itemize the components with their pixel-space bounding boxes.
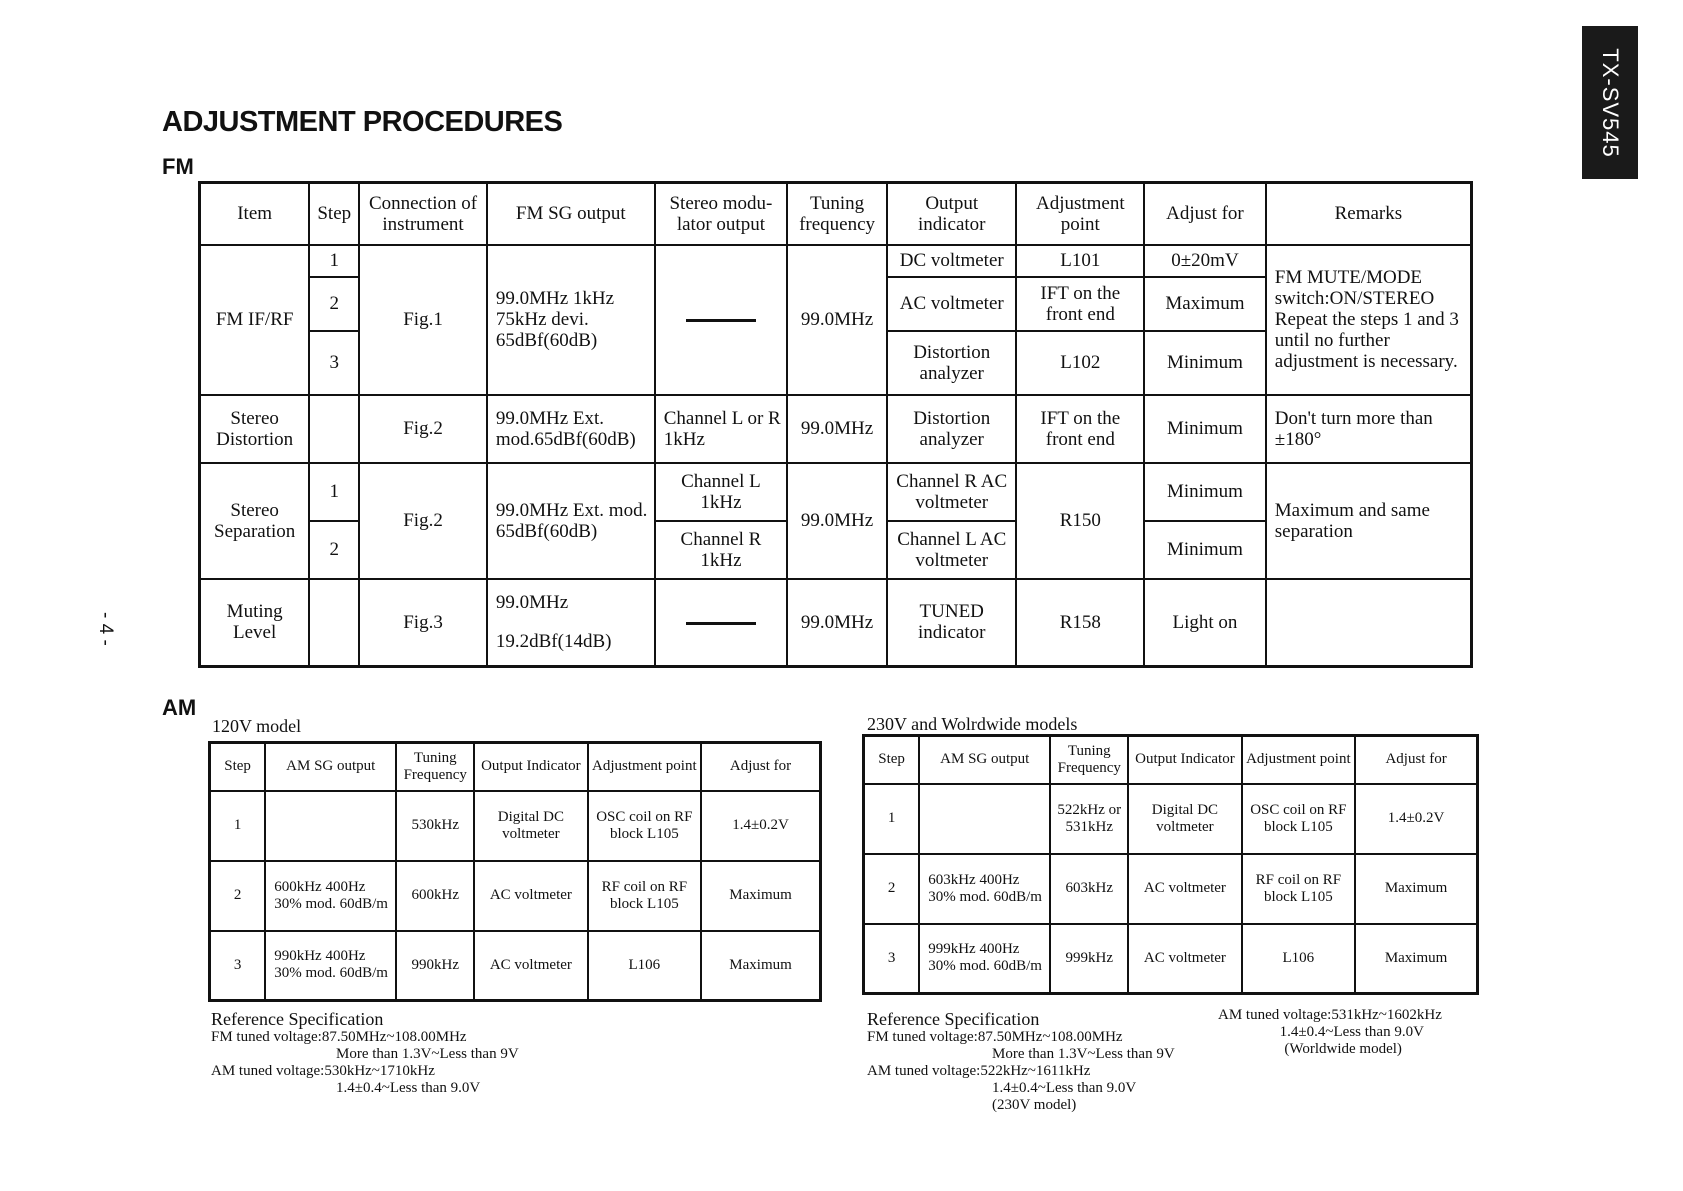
tuning-cell: 99.0MHz xyxy=(787,245,887,395)
am-120v-table xyxy=(208,741,822,1002)
adjust-cell: Minimum xyxy=(1144,395,1266,463)
table-row xyxy=(864,854,1478,924)
am-tuned-voltage: AM tuned voltage:522kHz~1611kHz xyxy=(867,1063,1091,1079)
point-cell: IFT on the front end xyxy=(1016,277,1144,331)
table-row xyxy=(200,579,1472,667)
sg-output-cell: 99.0MHz 1kHz 75kHz devi. 65dBf(60dB) xyxy=(487,245,655,395)
am-120v-caption: 120V model xyxy=(212,716,302,736)
step-cell: 1 xyxy=(309,463,359,521)
table-row xyxy=(864,924,1478,994)
step-cell: 2 xyxy=(309,277,359,331)
adjust-cell: 1.4±0.2V xyxy=(1355,784,1477,854)
column-header: FM SG output xyxy=(487,183,655,245)
sg-output-line: 19.2dBf(14dB) xyxy=(495,631,612,653)
step-cell xyxy=(309,579,359,667)
indicator-cell: Channel L AC voltmeter xyxy=(887,521,1017,579)
adjust-cell: Maximum xyxy=(1355,924,1477,994)
column-header: Stereo modu- lator output xyxy=(655,183,787,245)
adjust-cell: Maximum xyxy=(701,861,820,931)
point-cell: RF coil on RF block L105 xyxy=(588,861,702,931)
step-cell: 1 xyxy=(309,245,359,277)
indicator-cell: AC voltmeter xyxy=(887,277,1017,331)
column-header: Tuning Frequency xyxy=(1050,736,1128,784)
am-tuned-voltage: AM tuned voltage:530kHz~1710kHz xyxy=(211,1063,435,1079)
am-230v-table xyxy=(862,734,1479,995)
column-header: Adjustment point xyxy=(588,743,702,791)
reference-spec-worldwide xyxy=(1218,1007,1442,1058)
page-title: ADJUSTMENT PROCEDURES xyxy=(162,106,563,138)
indicator-cell: TUNED indicator xyxy=(887,579,1017,667)
sg-output-cell: 600kHz 400Hz 30% mod. 60dB/m xyxy=(265,861,396,931)
column-header: Adjust for xyxy=(701,743,820,791)
modulator-cell: Channel R 1kHz xyxy=(655,521,787,579)
item-cell: Muting Level xyxy=(200,579,310,667)
modulator-cell xyxy=(655,579,787,667)
indicator-cell: AC voltmeter xyxy=(1128,854,1241,924)
remarks-cell xyxy=(1266,579,1472,667)
remarks-cell: Maximum and same separation xyxy=(1266,463,1472,579)
indicator-cell: Digital DC voltmeter xyxy=(474,791,587,861)
tuning-cell: 603kHz xyxy=(1050,854,1128,924)
tuning-cell: 99.0MHz xyxy=(787,579,887,667)
sg-output-cell: 990kHz 400Hz 30% mod. 60dB/m xyxy=(265,931,396,1001)
indicator-cell: AC voltmeter xyxy=(1128,924,1241,994)
column-header: AM SG output xyxy=(919,736,1050,784)
reference-spec-title: Reference Specification xyxy=(867,1009,1040,1029)
dash-mark xyxy=(686,622,756,625)
tuning-cell: 99.0MHz xyxy=(787,463,887,579)
fm-adjustment-table xyxy=(198,181,1473,668)
column-header: Tuning frequency xyxy=(787,183,887,245)
am-tuned-voltage-range: 1.4±0.4~Less than 9.0V xyxy=(992,1080,1137,1096)
step-cell: 2 xyxy=(309,521,359,579)
model-label: TX-SV545 xyxy=(1598,47,1623,158)
indicator-cell: AC voltmeter xyxy=(474,861,587,931)
sg-output-cell: 603kHz 400Hz 30% mod. 60dB/m xyxy=(919,854,1050,924)
step-cell: 3 xyxy=(864,924,920,994)
column-header: Output indicator xyxy=(887,183,1017,245)
column-header: Output Indicator xyxy=(1128,736,1241,784)
indicator-cell: AC voltmeter xyxy=(474,931,587,1001)
point-cell: OSC coil on RF block L105 xyxy=(1242,784,1356,854)
table-row xyxy=(864,784,1478,854)
item-cell: Stereo Distortion xyxy=(200,395,310,463)
column-header: Tuning Frequency xyxy=(396,743,474,791)
point-cell: L106 xyxy=(1242,924,1356,994)
point-cell: L101 xyxy=(1016,245,1144,277)
step-cell: 1 xyxy=(864,784,920,854)
tuning-cell: 99.0MHz xyxy=(787,395,887,463)
adjust-cell: Maximum xyxy=(701,931,820,1001)
column-header: Remarks xyxy=(1266,183,1472,245)
reference-spec-title: Reference Specification xyxy=(211,1009,384,1029)
column-header: Item xyxy=(200,183,310,245)
connection-cell: Fig.1 xyxy=(359,245,487,395)
tuning-cell: 530kHz xyxy=(396,791,474,861)
point-cell: RF coil on RF block L105 xyxy=(1242,854,1356,924)
adjust-cell: 0±20mV xyxy=(1144,245,1266,277)
am-header-row xyxy=(864,736,1478,784)
adjust-cell: Maximum xyxy=(1144,277,1266,331)
sg-output-cell xyxy=(487,579,655,667)
model-note: (Worldwide model) xyxy=(1284,1041,1402,1057)
column-header: Step xyxy=(864,736,920,784)
indicator-cell: Digital DC voltmeter xyxy=(1128,784,1241,854)
am-tuned-voltage: AM tuned voltage:531kHz~1602kHz xyxy=(1218,1007,1442,1023)
column-header: Step xyxy=(210,743,266,791)
connection-cell: Fig.2 xyxy=(359,463,487,579)
reference-spec-120v xyxy=(211,1009,519,1097)
table-row xyxy=(210,931,821,1001)
point-cell: L106 xyxy=(588,931,702,1001)
tuning-cell: 990kHz xyxy=(396,931,474,1001)
adjust-cell: Maximum xyxy=(1355,854,1477,924)
adjust-cell: Minimum xyxy=(1144,331,1266,395)
modulator-cell: Channel L or R 1kHz xyxy=(655,395,787,463)
table-row xyxy=(200,395,1472,463)
item-cell: FM IF/RF xyxy=(200,245,310,395)
am-tuned-voltage-range: 1.4±0.4~Less than 9.0V xyxy=(336,1080,481,1096)
sg-output-cell xyxy=(265,791,396,861)
fm-heading: FM xyxy=(162,154,194,179)
reference-spec-230v xyxy=(867,1009,1175,1114)
sg-output-cell: 99.0MHz Ext. mod.65dBf(60dB) xyxy=(487,395,655,463)
column-header: Adjustment point xyxy=(1242,736,1356,784)
connection-cell: Fig.3 xyxy=(359,579,487,667)
step-cell xyxy=(309,395,359,463)
tuning-cell: 522kHz or 531kHz xyxy=(1050,784,1128,854)
fm-header-row xyxy=(200,183,1472,245)
column-header: Step xyxy=(309,183,359,245)
tuning-cell: 600kHz xyxy=(396,861,474,931)
point-cell: R150 xyxy=(1016,463,1144,579)
column-header: Output Indicator xyxy=(474,743,587,791)
dash-mark xyxy=(686,319,756,322)
page-number: - 4 - xyxy=(95,612,116,646)
point-cell: R158 xyxy=(1016,579,1144,667)
am-tuned-voltage-range: 1.4±0.4~Less than 9.0V xyxy=(1279,1024,1424,1040)
point-cell: L102 xyxy=(1016,331,1144,395)
fm-tuned-voltage: FM tuned voltage:87.50MHz~108.00MHz xyxy=(211,1029,467,1045)
sg-output-line: 99.0MHz xyxy=(495,592,569,614)
remarks-cell: Don't turn more than ±180° xyxy=(1266,395,1472,463)
sg-output-cell xyxy=(919,784,1050,854)
adjust-cell: Light on xyxy=(1144,579,1266,667)
indicator-cell: Channel R AC voltmeter xyxy=(887,463,1017,521)
column-header: AM SG output xyxy=(265,743,396,791)
column-header: Adjust for xyxy=(1355,736,1477,784)
table-row xyxy=(200,245,1472,277)
step-cell: 2 xyxy=(864,854,920,924)
sg-output-cell: 99.0MHz Ext. mod. 65dBf(60dB) xyxy=(487,463,655,579)
connection-cell: Fig.2 xyxy=(359,395,487,463)
step-cell: 1 xyxy=(210,791,266,861)
step-cell: 3 xyxy=(210,931,266,1001)
fm-tuned-voltage-range: More than 1.3V~Less than 9V xyxy=(336,1046,519,1062)
am-heading: AM xyxy=(162,695,197,720)
item-cell: Stereo Separation xyxy=(200,463,310,579)
table-row xyxy=(210,791,821,861)
indicator-cell: Distortion analyzer xyxy=(887,395,1017,463)
table-row xyxy=(200,463,1472,521)
remarks-cell: FM MUTE/MODE switch:ON/STEREO Repeat the steps 1 and 3 until no further adjustment is necessary. xyxy=(1266,245,1472,395)
sg-output-cell: 999kHz 400Hz 30% mod. 60dB/m xyxy=(919,924,1050,994)
modulator-cell xyxy=(655,245,787,395)
am-header-row xyxy=(210,743,821,791)
am-230v-caption: 230V and Wolrdwide models xyxy=(867,714,1078,734)
indicator-cell: Distortion analyzer xyxy=(887,331,1017,395)
adjust-cell: Minimum xyxy=(1144,463,1266,521)
point-cell: OSC coil on RF block L105 xyxy=(588,791,702,861)
step-cell: 2 xyxy=(210,861,266,931)
column-header: Adjust for xyxy=(1144,183,1266,245)
adjust-cell: Minimum xyxy=(1144,521,1266,579)
fm-tuned-voltage: FM tuned voltage:87.50MHz~108.00MHz xyxy=(867,1029,1123,1045)
tuning-cell: 999kHz xyxy=(1050,924,1128,994)
column-header: Adjustment point xyxy=(1016,183,1144,245)
table-row xyxy=(210,861,821,931)
column-header: Connection of instrument xyxy=(359,183,487,245)
point-cell: IFT on the front end xyxy=(1016,395,1144,463)
modulator-cell: Channel L 1kHz xyxy=(655,463,787,521)
fm-tuned-voltage-range: More than 1.3V~Less than 9V xyxy=(992,1046,1175,1062)
indicator-cell: DC voltmeter xyxy=(887,245,1017,277)
step-cell: 3 xyxy=(309,331,359,395)
model-note: (230V model) xyxy=(992,1097,1077,1113)
model-side-tab xyxy=(1582,26,1638,179)
adjust-cell: 1.4±0.2V xyxy=(701,791,820,861)
